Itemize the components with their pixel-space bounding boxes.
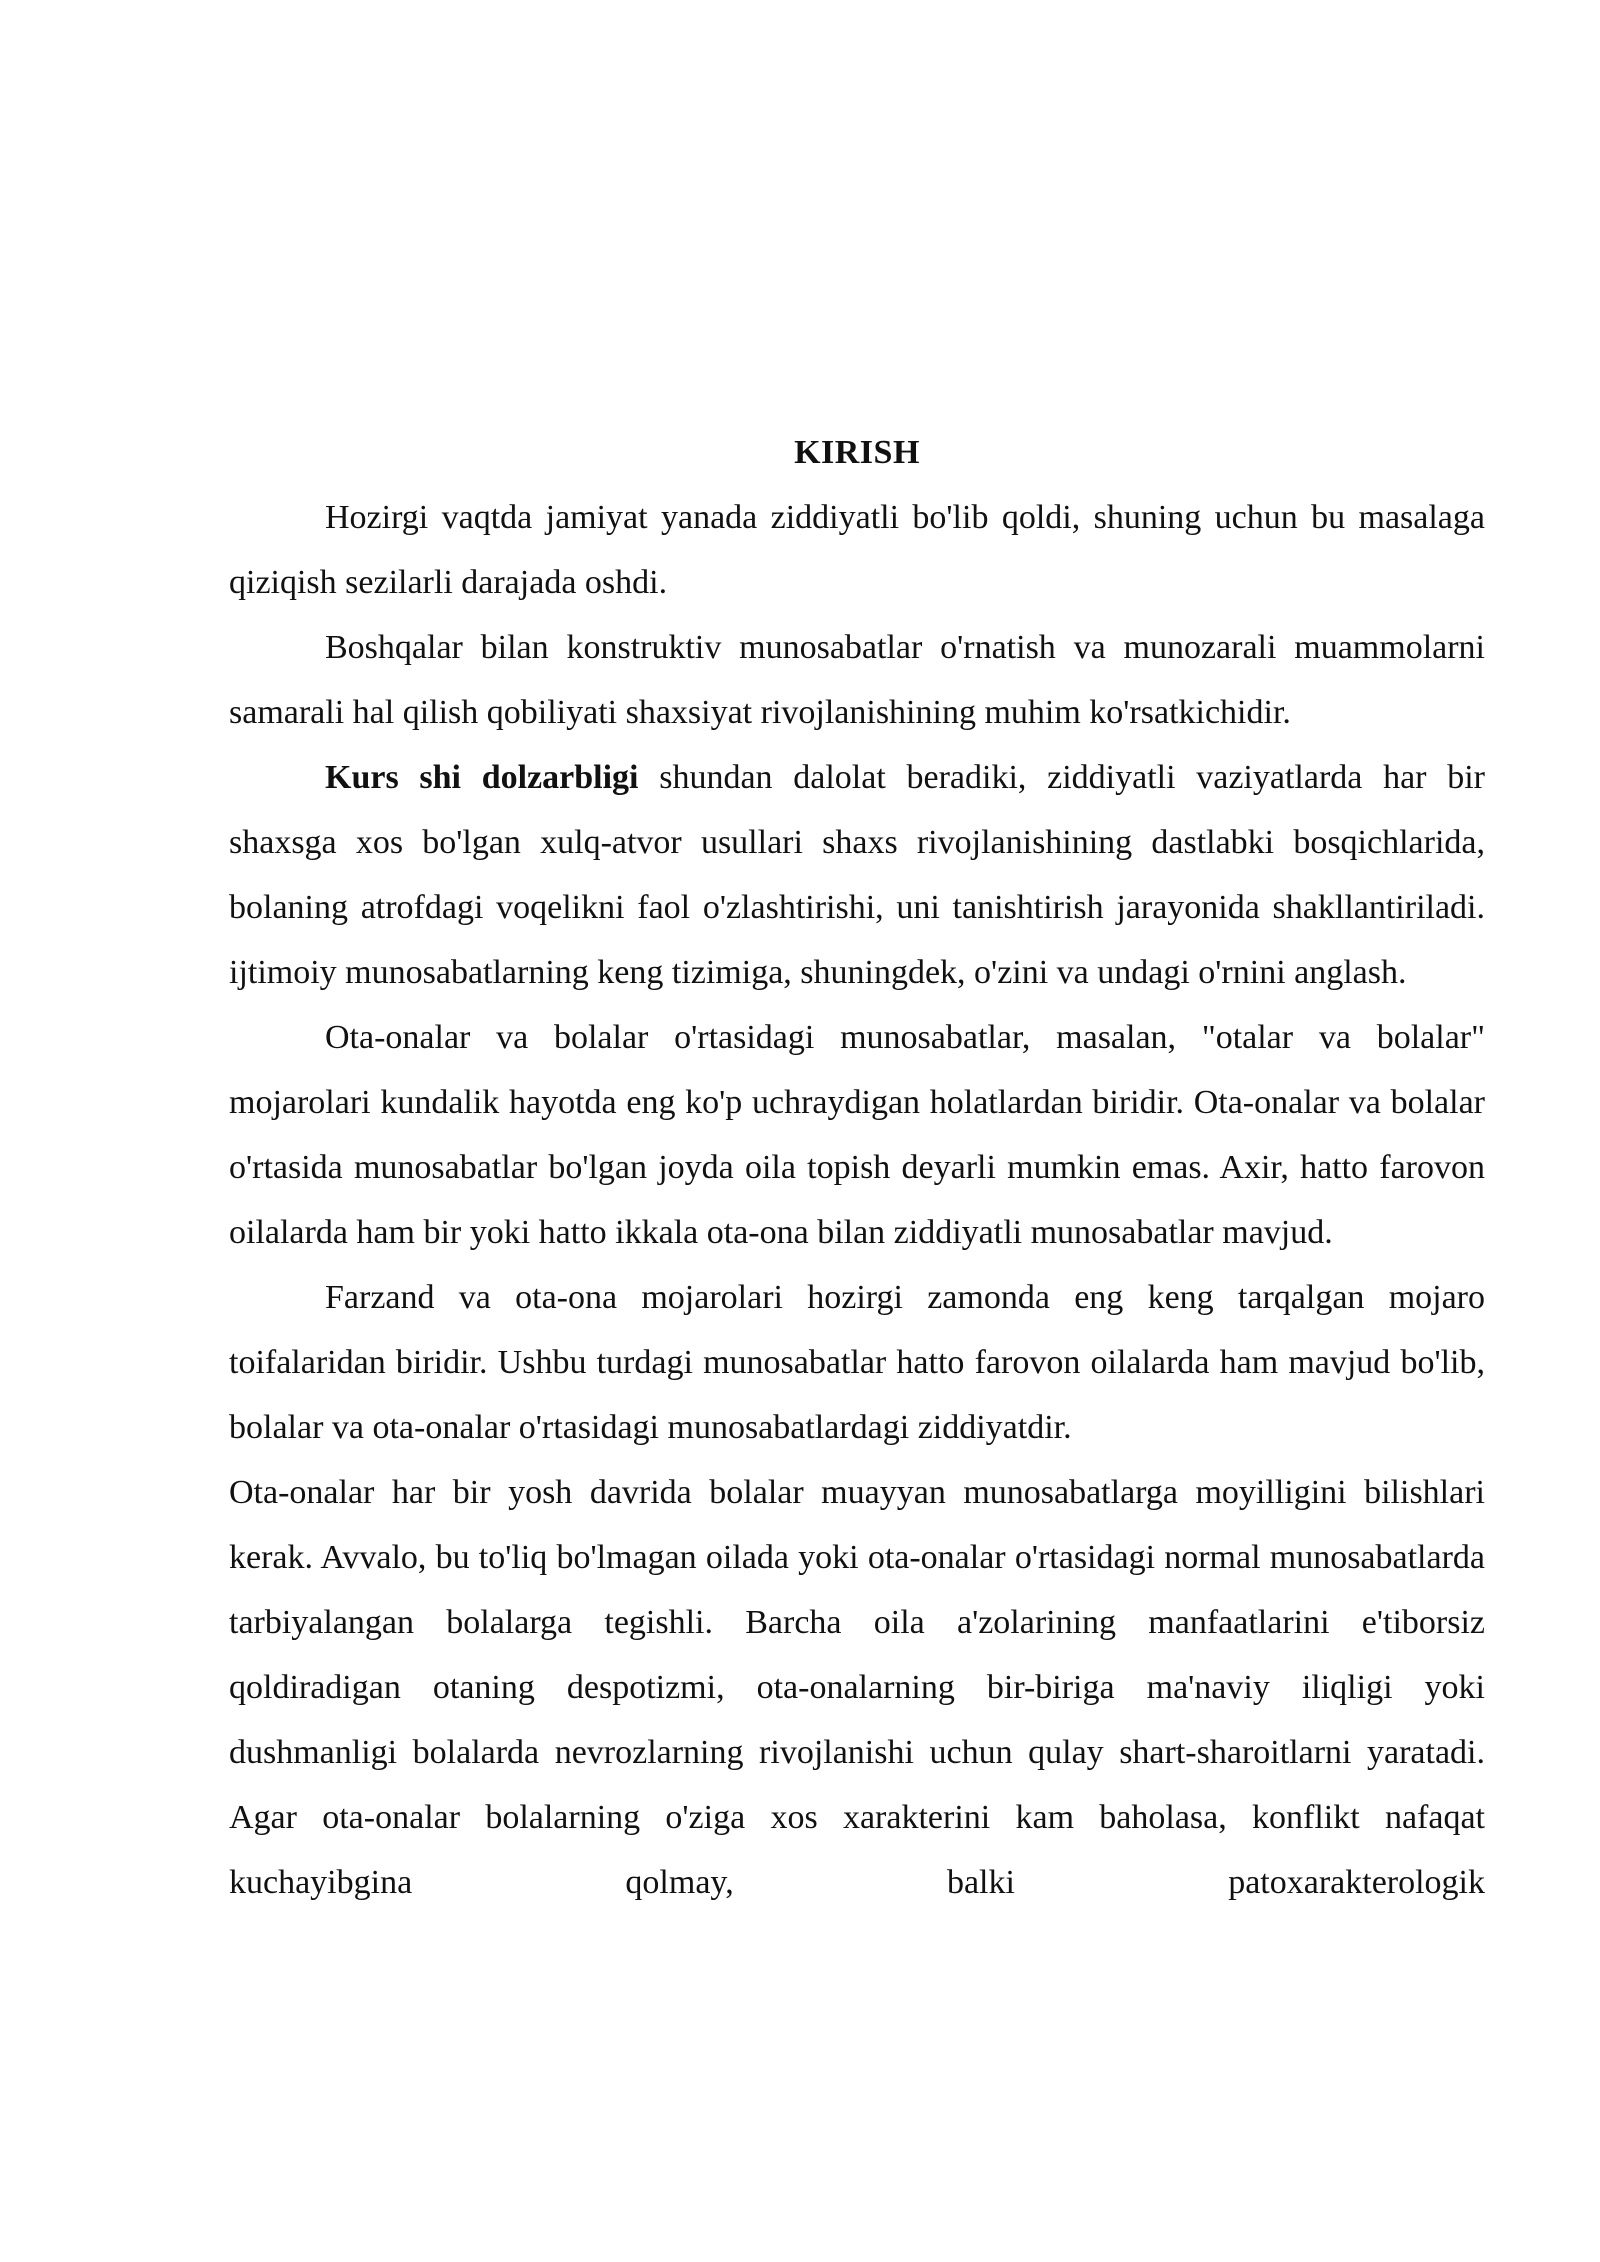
relevance-lead: Kurs shi dolzarbligi bbox=[325, 759, 639, 796]
paragraph-3-text: shundan dalolat beradiki, ziddiyatli vaziyatlarda har bir shaxsga xos bo'lgan xulq-atvor usullari shaxs rivojlanishining dastlabki bosqichlarida, bolaning atrofdagi voqelikni faol o'zlashtirishi, uni tanishtirish jarayonida shakllantiriladi. ijtimoiy munosabatlarning keng tizimiga, shuningdek, o'zini va undagi o'rnini anglash. bbox=[229, 759, 1485, 991]
paragraph-4: Ota-onalar va bolalar o'rtasidagi munosabatlar, masalan, "otalar va bolalar" mojarolari kundalik hayotda eng ko'p uchraydigan holatlardan biridir. Ota-onalar va bolalar o'rtasida munosabatlar bo'lgan joyda oila topish deyarli mumkin emas. Axir, hatto farovon oilalarda ham bir yoki hatto ikkala ota-ona bilan ziddiyatli munosabatlar mavjud. bbox=[229, 1019, 1485, 1251]
document-body bbox=[229, 420, 1485, 1915]
paragraph-2: Boshqalar bilan konstruktiv munosabatlar o'rnatish va munozarali muammolarni samarali hal qilish qobiliyati shaxsiyat rivojlanishining muhim ko'rsatkichidir. bbox=[229, 629, 1485, 731]
paragraph-1: Hozirgi vaqtda jamiyat yanada ziddiyatli bo'lib qoldi, shuning uchun bu masalaga qiziqish sezilarli darajada oshdi. bbox=[229, 499, 1485, 601]
paragraph-6: Ota-onalar har bir yosh davrida bolalar muayyan munosabatlarga moyilligini bilishlari kerak. Avvalo, bu to'liq bo'lmagan oilada yoki ota-onalar o'rtasidagi normal munosabatlarda tarbiyalangan bolalarga tegishli. Barcha oila a'zolarining manfaatlarini e'tiborsiz qoldiradigan otaning despotizmi, ota-onalarning bir-biriga ma'naviy iliqligi yoki dushmanligi bolalarda nevrozlarning rivojlanishi uchun qulay shart-sharoitlarni yaratadi. Agar ota-onalar bolalarning o'ziga xos xarakterini kam baholasa, konflikt nafaqat kuchayibgina qolmay, balki patoxarakterologik bbox=[229, 1474, 1485, 1901]
paragraph-5: Farzand va ota-ona mojarolari hozirgi zamonda eng keng tarqalgan mojaro toifalaridan biridir. Ushbu turdagi munosabatlar hatto farovon oilalarda ham mavjud bo'lib, bolalar va ota-onalar o'rtasidagi munosabatlardagi ziddiyatdir. bbox=[229, 1279, 1485, 1446]
paragraph-3 bbox=[229, 745, 1485, 1005]
page-title: KIRISH bbox=[794, 434, 920, 471]
